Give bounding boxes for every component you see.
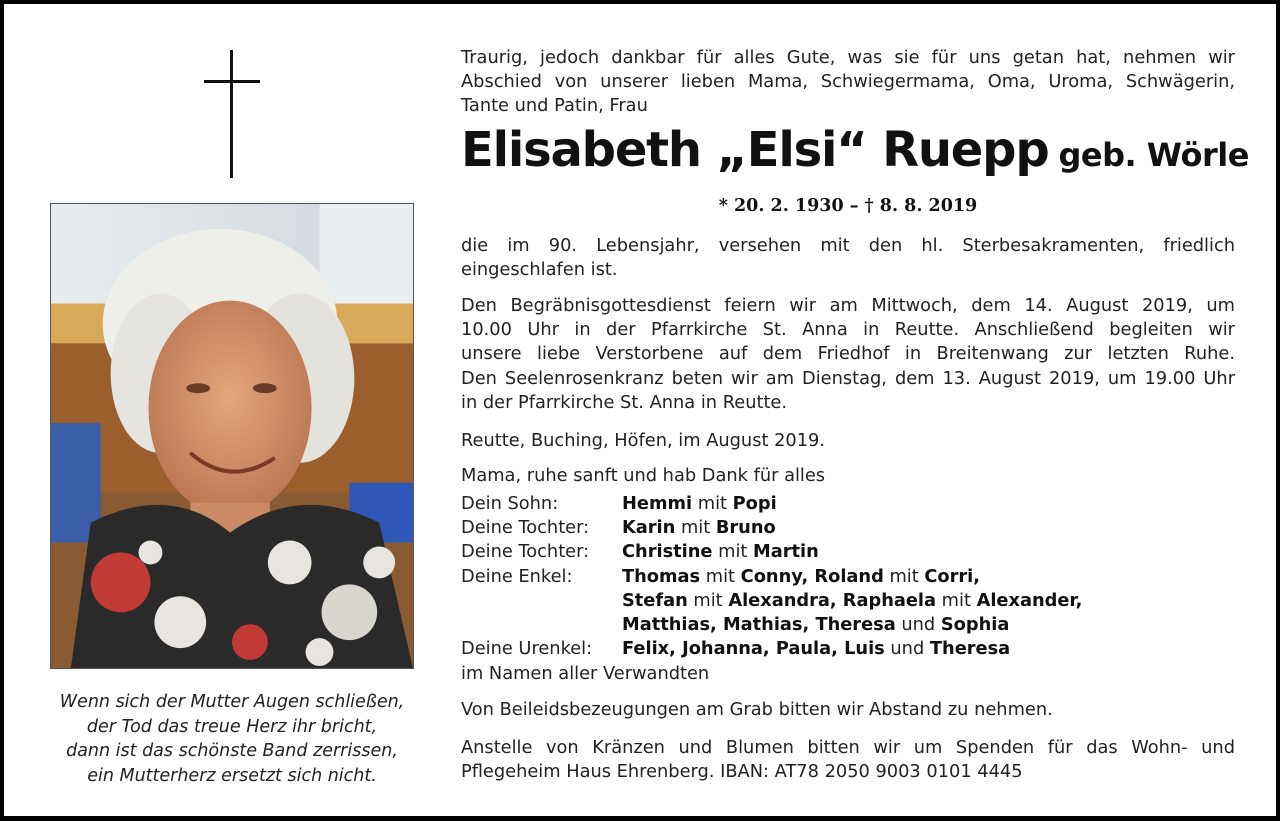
survivor-row [461, 613, 1235, 637]
survivor-relation: Dein Sohn: [461, 493, 559, 514]
cross-icon [204, 50, 260, 178]
poem-line: ein Mutterherz ersetzt sich nicht. [87, 765, 377, 786]
deceased-name: Elisabeth „Elsi“ Ruepp [461, 122, 1049, 178]
survivor-names [622, 613, 1009, 637]
survivor-name: Thomas [622, 565, 701, 587]
survivor-names [622, 565, 980, 589]
place-date [461, 429, 1235, 453]
survivor-name: Felix, Johanna, Paula, Luis [622, 638, 885, 660]
deceased-name-heading [461, 122, 1249, 178]
poem-line: der Tod das treue Herz ihr bricht, [86, 716, 378, 737]
survivor-connector: und [884, 638, 930, 660]
survivor-name: Alexandra, Raphaela [728, 589, 937, 611]
relatives-text: im Namen aller Verwandten [461, 663, 710, 684]
survivor-name: Bruno [715, 517, 776, 539]
paragraph-line: Den Seelenrosenkranz beten wir am Dienstag, dem 13. August 2019, um 19.00 Uhr [461, 367, 1235, 389]
survivor-names [622, 540, 819, 564]
survivor-name: Popi [732, 493, 777, 514]
life-dates [461, 196, 1235, 216]
donation-note [461, 736, 1235, 784]
paragraph-line: die im 90. Lebensjahr, versehen mit den hl. Sterbesakramenten, friedlich [461, 235, 1235, 256]
survivor-name: Hemmi [622, 493, 693, 514]
survivor-relation: Deine Enkel: [461, 565, 573, 587]
survivor-connector: mit [687, 589, 729, 611]
condolence-note [461, 698, 1235, 722]
survivor-name: Stefan [622, 589, 688, 611]
survivor-names [622, 516, 776, 540]
intro-line: Tante und Patin, Frau [461, 95, 648, 117]
birth-name: geb. Wörle [1058, 136, 1249, 174]
relatives-line [461, 662, 1235, 686]
survivor-row [461, 589, 1235, 613]
survivor-name: Martin [753, 541, 819, 563]
survivor-name: Alexander, [976, 589, 1083, 611]
donation-line: Pflegeheim Haus Ehrenberg. IBAN: AT78 2050 9003 0101 4445 [461, 761, 1023, 783]
farewell-line [461, 464, 1235, 488]
survivor-names [622, 589, 1082, 613]
passing-paragraph [461, 234, 1235, 282]
survivor-connector: mit [692, 493, 733, 514]
survivor-connector: mit [883, 565, 925, 587]
farewell-text: Mama, ruhe sanft und hab Dank für alles [461, 465, 826, 486]
survivor-name: Conny, Roland [740, 565, 884, 587]
portrait-photo [50, 203, 414, 669]
funeral-paragraph [461, 294, 1235, 415]
survivor-connector: mit [936, 589, 977, 611]
donation-line: Anstelle von Kränzen und Blumen bitten wir um Spenden für das Wohn- und [461, 737, 1235, 758]
paragraph-line: unsere liebe Verstorbene auf dem Friedhof in Breitenwang zur letzten Ruhe. [461, 343, 1235, 365]
survivor-row [461, 516, 1235, 540]
survivor-connector: mit [700, 565, 741, 587]
poem-line: Wenn sich der Mutter Augen schließen, [59, 692, 405, 712]
survivor-relation: Deine Urenkel: [461, 638, 593, 660]
survivor-relation [461, 613, 622, 637]
paragraph-line: Den Begräbnisgottesdienst feiern wir am Mittwoch, dem 14. August 2019, um [461, 295, 1235, 316]
survivors-list [461, 492, 1235, 661]
survivor-row [461, 540, 1235, 564]
survivor-connector: mit [712, 541, 754, 563]
survivor-relation: Deine Tochter: [461, 541, 590, 563]
intro-line: Abschied von unserer lieben Mama, Schwiegermama, Oma, Uroma, Schwägerin, [461, 71, 1235, 93]
survivor-names [622, 637, 1010, 661]
survivor-name: Karin [622, 517, 676, 539]
paragraph-line: eingeschlafen ist. [461, 259, 618, 281]
life-dates-text: * 20. 2. 1930 – † 8. 8. 2019 [718, 196, 978, 216]
condolence-text: Von Beileidsbezeugungen am Grab bitten wir Abstand zu nehmen. [461, 699, 1053, 720]
paragraph-line: 10.00 Uhr in der Pfarrkirche St. Anna in Reutte. Anschließend begleiten wir [461, 319, 1235, 341]
survivor-connector: und [895, 614, 941, 636]
survivor-names [622, 492, 777, 516]
survivor-row [461, 565, 1235, 589]
paragraph-line: in der Pfarrkirche St. Anna in Reutte. [461, 391, 788, 413]
survivor-name: Sophia [940, 614, 1010, 636]
survivor-connector: mit [675, 517, 716, 539]
survivor-relation: Deine Tochter: [461, 517, 590, 539]
poem-line: dann ist das schönste Band zerrissen, [66, 741, 398, 761]
intro-paragraph [461, 46, 1235, 119]
survivor-row [461, 492, 1235, 516]
place-date-text: Reutte, Buching, Höfen, im August 2019. [461, 430, 825, 451]
survivor-name: Theresa [929, 638, 1011, 660]
survivor-name: Corri, [924, 565, 981, 587]
survivor-relation [461, 589, 622, 613]
survivor-name: Matthias, Mathias, Theresa [622, 614, 896, 636]
survivor-row [461, 637, 1235, 661]
intro-line: Traurig, jedoch dankbar für alles Gute, was sie für uns getan hat, nehmen wir [461, 47, 1235, 68]
survivor-name: Christine [622, 541, 713, 563]
memorial-poem [34, 690, 430, 788]
